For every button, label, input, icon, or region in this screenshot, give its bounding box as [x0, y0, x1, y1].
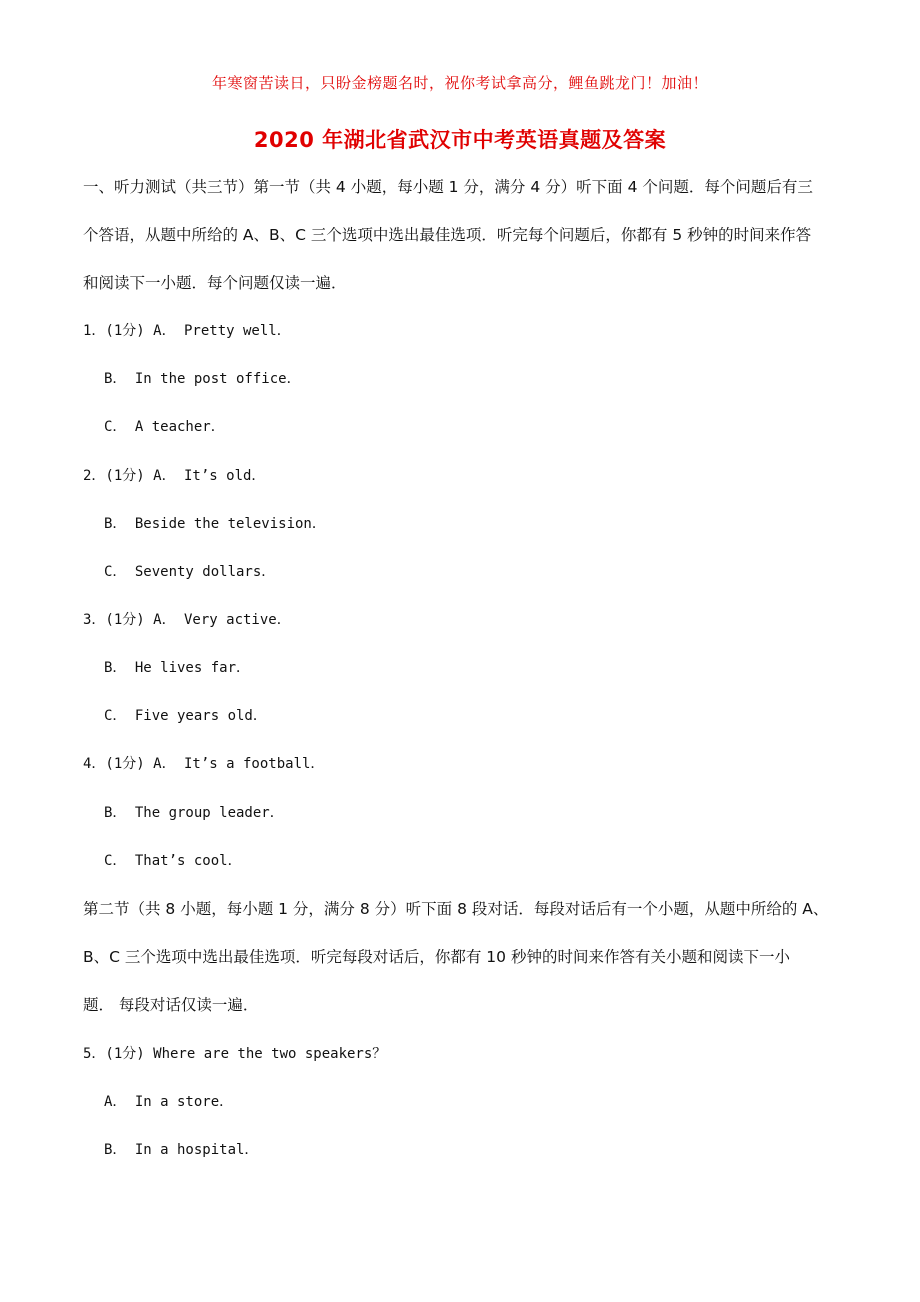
- question-1-option-b: B． In the post office．: [104, 371, 301, 387]
- question-4-stem: 4．(1分) A． It’s a football．: [83, 756, 325, 772]
- motivational-banner: 年寒窗苦读日，只盼金榜题名时，祝你考试拿高分，鲤鱼跳龙门！加油！: [211, 74, 708, 92]
- section1-intro-line2: 个答语，从题中所给的 A、B、C 三个选项中选出最佳选项．听完每个问题后，你都有 5 秒钟的时间来作答: [83, 226, 812, 244]
- question-3-stem: 3．(1分) A． Very active．: [83, 612, 291, 628]
- question-2-stem: 2．(1分) A． It’s old．: [83, 468, 266, 484]
- question-4-option-b: B． The group leader．: [104, 805, 284, 821]
- question-3-option-c: C． Five years old．: [104, 708, 267, 724]
- question-2-option-b: B． Beside the television．: [104, 516, 326, 532]
- question-2-option-c: C． Seventy dollars．: [104, 564, 276, 580]
- question-3-option-b: B． He lives far．: [104, 660, 251, 676]
- question-5-option-a: A． In a store．: [104, 1094, 234, 1110]
- question-5-stem: 5．(1分) Where are the two speakers？: [83, 1046, 387, 1062]
- question-1-stem: 1．(1分) A． Pretty well．: [83, 323, 291, 339]
- question-4-option-c: C． That’s cool．: [104, 853, 242, 869]
- section2-intro-line2: B、C 三个选项中选出最佳选项．听完每段对话后，你都有 10 秒钟的时间来作答有关小题和阅读下一小: [83, 948, 790, 966]
- question-5-option-b: B． In a hospital．: [104, 1142, 259, 1158]
- page-title: 2020 年湖北省武汉市中考英语真题及答案: [253, 128, 667, 152]
- question-1-option-c: C． A teacher．: [104, 419, 225, 435]
- section1-intro-line3: 和阅读下一小题．每个问题仅读一遍．: [83, 274, 347, 292]
- section1-intro-line1: 一、听力测试（共三节）第一节（共 4 小题，每小题 1 分，满分 4 分）听下面 4 个问题．每个问题后有三: [83, 178, 813, 196]
- section2-intro-line3: 题． 每段对话仅读一遍．: [83, 996, 259, 1014]
- section2-intro-line1: 第二节（共 8 小题，每小题 1 分，满分 8 分）听下面 8 段对话．每段对话后有一个小题，从题中所给的 A、: [83, 900, 829, 918]
